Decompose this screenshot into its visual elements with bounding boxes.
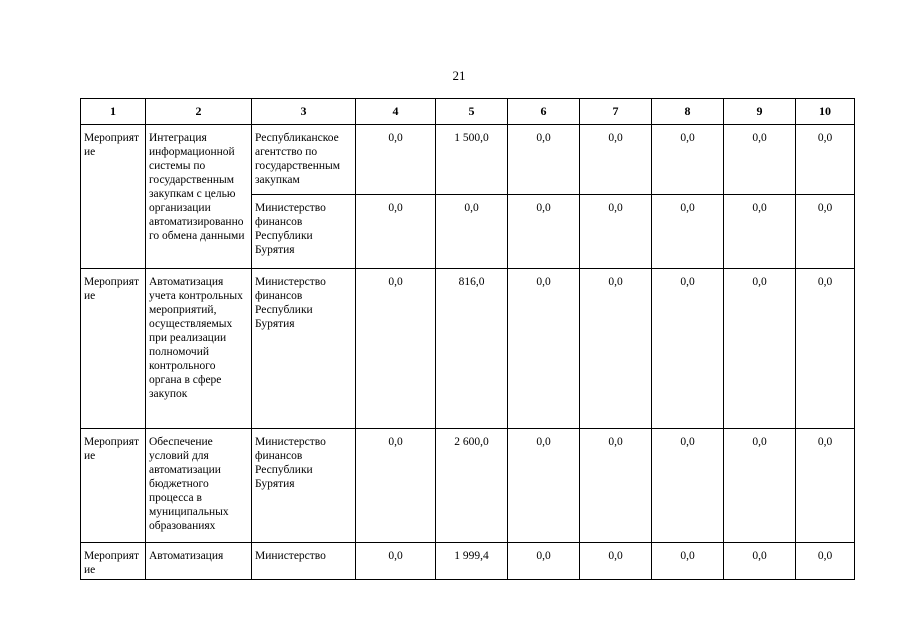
value-cell: 0,0: [356, 269, 436, 429]
value-cell: 0,0: [724, 125, 796, 195]
value-cell: 0,0: [724, 429, 796, 543]
value-cell: 1 500,0: [436, 125, 508, 195]
value-cell: 0,0: [508, 125, 580, 195]
value-cell: 0,0: [356, 429, 436, 543]
value-cell: 0,0: [580, 125, 652, 195]
header-col-10: 10: [796, 99, 855, 125]
event-type-cell: Мероприятие: [81, 269, 146, 429]
event-name-cell: Интеграция информационной системы по государственным закупкам с целью организации автоматизированного обмена данными: [146, 125, 252, 269]
responsible-cell: Министерство финансов Республики Бурятия: [252, 269, 356, 429]
value-cell: 0,0: [436, 195, 508, 269]
value-cell: 0,0: [580, 269, 652, 429]
value-cell: 0,0: [508, 269, 580, 429]
event-type-cell: Мероприятие: [81, 125, 146, 269]
value-cell: 0,0: [724, 543, 796, 580]
value-cell: 0,0: [580, 195, 652, 269]
value-cell: 0,0: [652, 125, 724, 195]
header-col-6: 6: [508, 99, 580, 125]
event-type-cell: Мероприятие: [81, 543, 146, 580]
value-cell: 0,0: [796, 195, 855, 269]
event-name-cell: Автоматизация: [146, 543, 252, 580]
header-col-9: 9: [724, 99, 796, 125]
value-cell: 0,0: [796, 429, 855, 543]
value-cell: 0,0: [652, 543, 724, 580]
value-cell: 0,0: [508, 429, 580, 543]
responsible-cell: Министерство финансов Республики Бурятия: [252, 195, 356, 269]
header-row: [81, 99, 855, 125]
responsible-cell: Министерство финансов Республики Бурятия: [252, 429, 356, 543]
value-cell: 0,0: [652, 269, 724, 429]
header-col-7: 7: [580, 99, 652, 125]
header-col-8: 8: [652, 99, 724, 125]
table-row: [81, 269, 855, 429]
value-cell: 0,0: [356, 125, 436, 195]
page-number: 21: [452, 68, 466, 83]
table-row: [81, 543, 855, 580]
value-cell: 0,0: [796, 125, 855, 195]
value-cell: 0,0: [796, 543, 855, 580]
value-cell: 0,0: [508, 543, 580, 580]
value-cell: 2 600,0: [436, 429, 508, 543]
value-cell: 0,0: [356, 195, 436, 269]
responsible-cell: Министерство: [252, 543, 356, 580]
event-name-cell: Обеспечение условий для автоматизации бюджетного процесса в муниципальных образованиях: [146, 429, 252, 543]
header-col-5: 5: [436, 99, 508, 125]
value-cell: 816,0: [436, 269, 508, 429]
header-col-3: 3: [252, 99, 356, 125]
value-cell: 0,0: [652, 195, 724, 269]
table-row: [81, 429, 855, 543]
header-col-1: 1: [81, 99, 146, 125]
responsible-cell: Республиканское агентство по государственным закупкам: [252, 125, 356, 195]
value-cell: 0,0: [652, 429, 724, 543]
value-cell: 0,0: [724, 269, 796, 429]
budget-table: [80, 98, 855, 580]
value-cell: 1 999,4: [436, 543, 508, 580]
value-cell: 0,0: [508, 195, 580, 269]
header-col-2: 2: [146, 99, 252, 125]
value-cell: 0,0: [356, 543, 436, 580]
value-cell: 0,0: [580, 543, 652, 580]
table-row: [81, 125, 855, 195]
value-cell: 0,0: [796, 269, 855, 429]
event-name-cell: Автоматизация учета контрольных мероприятий, осуществляемых при реализации полномочий контрольного органа в сфере закупок: [146, 269, 252, 429]
value-cell: 0,0: [580, 429, 652, 543]
value-cell: 0,0: [724, 195, 796, 269]
header-col-4: 4: [356, 99, 436, 125]
event-type-cell: Мероприятие: [81, 429, 146, 543]
